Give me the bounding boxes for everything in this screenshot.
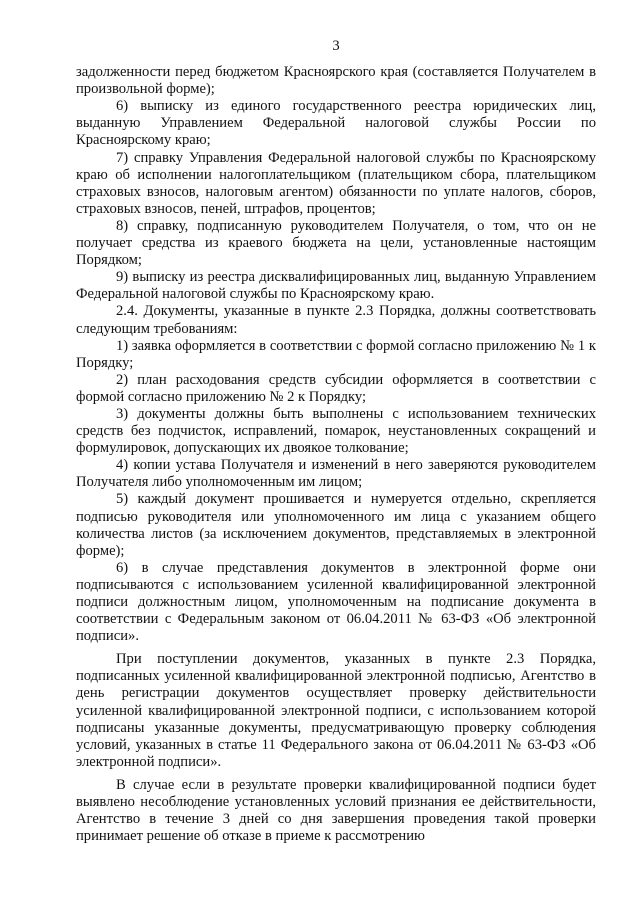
paragraph-req-5-stitching: 5) каждый документ прошивается и нумеруется отдельно, скрепляется подписью руководителя или уполномоченного им лица с указанием общего количества листов (за исключением документов, представляемых в электронной форме); [76, 491, 596, 559]
paragraph-debt-statement: задолженности перед бюджетом Красноярского края (составляется Получателем в произвольной форме); [76, 64, 596, 98]
paragraph-req-2-spending-plan: 2) план расходования средств субсидии оформляется в соответствии с формой согласно приложению № 2 к Порядку; [76, 371, 596, 405]
paragraph-signature-verification: При поступлении документов, указанных в пункте 2.3 Порядка, подписанных усиленной квалифицированной электронной подписью, Агентство в день регистрации документов осуществляет проверку действительности усиленной квалифицированной электронной подписи, с использованием которой подписаны указанные документы, предусматривающую проверку соблюдения условий, указанных в статье 11 Федерального закона от 06.04.2011 № 63-ФЗ «Об электронной подписи». [76, 651, 596, 770]
paragraph-req-1-application: 1) заявка оформляется в соответствии с формой согласно приложению № 1 к Порядку; [76, 337, 596, 371]
document-page [76, 38, 596, 845]
paragraph-item-6-egrul: 6) выписку из единого государственного реестра юридических лиц, выданную Управлением Федеральной налоговой службы России по Красноярскому краю; [76, 98, 596, 149]
paragraph-item-7-tax-certificate: 7) справку Управления Федеральной налоговой службы по Красноярскому краю об исполнении налогоплательщиком (плательщиком сбора, плательщиком страховых взносов, налоговым агентом) обязанности по уплате налогов, сборов, страховых взносов, пеней, штрафов, процентов; [76, 149, 596, 217]
paragraph-item-9-disqualified-registry: 9) выписку из реестра дисквалифицированных лиц, выданную Управлением Федеральной налоговой службы по Красноярскому краю. [76, 269, 596, 303]
paragraph-verification-failure: В случае если в результате проверки квалифицированной подписи будет выявлено несоблюдение установленных условий признания ее действительности, Агентство в течение 3 дней со дня завершения проведения такой проверки принимает решение об отказе в приеме к рассмотрению [76, 776, 596, 845]
paragraph-section-2-4: 2.4. Документы, указанные в пункте 2.3 Порядка, должны соответствовать следующим требованиям: [76, 303, 596, 337]
paragraph-item-8-budget-certificate: 8) справку, подписанную руководителем Получателя, о том, что он не получает средства из краевого бюджета на цели, установленные настоящим Порядком; [76, 217, 596, 269]
paragraph-req-3-technical-means: 3) документы должны быть выполнены с использованием технических средств без подчисток, исправлений, помарок, неустановленных сокращений и формулировок, допускающих их двоякое толкование; [76, 405, 596, 457]
paragraph-req-4-charter-copies: 4) копии устава Получателя и изменений в него заверяются руководителем Получателя либо уполномоченным им лицом; [76, 457, 596, 491]
paragraph-req-6-electronic-signature: 6) в случае представления документов в электронной форме они подписываются с использованием усиленной квалифицированной электронной подписи должностным лицом, уполномоченным на подписание документа в соответствии с Федеральным законом от 06.04.2011 № 63-ФЗ «Об электронной подписи». [76, 559, 596, 645]
page-number: 3 [332, 38, 340, 54]
